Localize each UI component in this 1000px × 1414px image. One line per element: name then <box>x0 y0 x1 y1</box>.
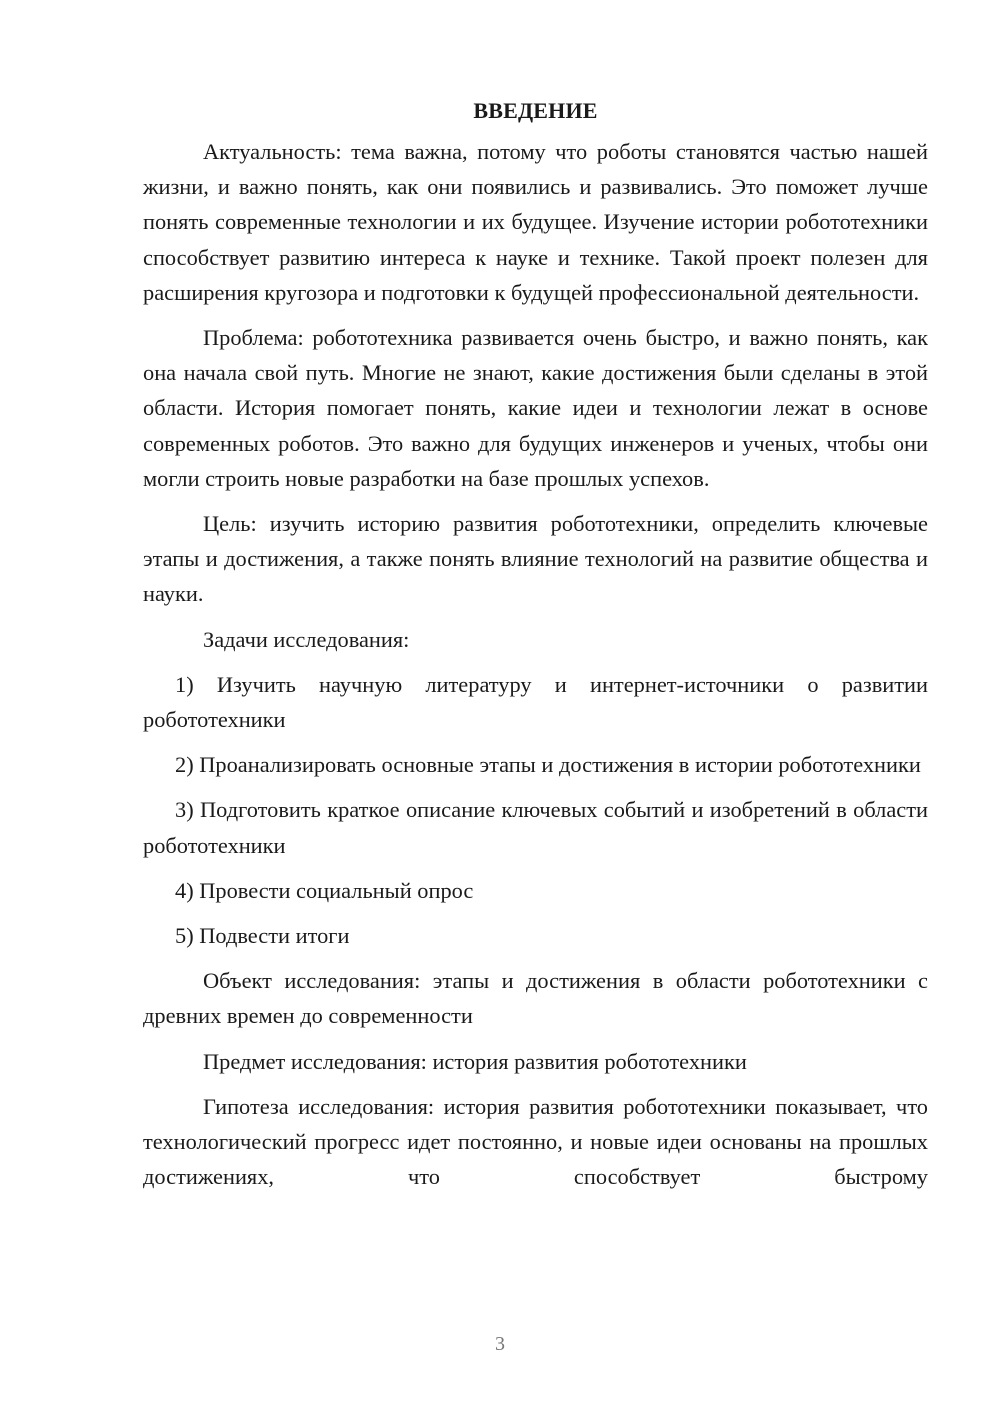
page-number: 3 <box>495 1333 505 1355</box>
section-title: ВВЕДЕНИЕ <box>473 98 598 123</box>
document-page <box>143 94 928 1194</box>
task-item-2: 2) Проанализировать основные этапы и достижения в истории робототехники <box>175 752 921 778</box>
hypothesis-paragraph: Гипотеза исследования: история развития робототехники показывает, что технологический прогресс идет постоянно, и новые идеи основаны на прошлых достижениях, что способствует быстрому <box>143 1093 928 1190</box>
task-item-1: 1) Изучить научную литературу и интернет-источники о развитии робототехники <box>143 671 928 733</box>
task-item-5: 5) Подвести итоги <box>175 923 350 949</box>
task-item-4: 4) Провести социальный опрос <box>175 877 474 903</box>
object-paragraph: Объект исследования: этапы и достижения в области робототехники с древних времен до современности <box>143 968 928 1029</box>
tasks-heading: Задачи исследования: <box>203 626 410 652</box>
task-item-3: 3) Подготовить краткое описание ключевых событий и изобретений в области робототехники <box>143 797 928 858</box>
goal-paragraph: Цель: изучить историю развития робототехники, определить ключевые этапы и достижения, а также понять влияние технологий на развитие общества и науки. <box>143 511 928 607</box>
relevance-paragraph: Актуальность: тема важна, потому что роботы становятся частью нашей жизни, и важно понять, как они появились и развивались. Это поможет лучше понять современные технологии и их будущее. Изучение истории робототехники способствует развитию интереса к науке и технике. Такой проект полезен для расширения кругозора и подготовки к будущей профессиональной деятельности. <box>143 139 928 305</box>
subject-paragraph: Предмет исследования: история развития робототехники <box>203 1048 747 1074</box>
problem-paragraph: Проблема: робототехника развивается очень быстро, и важно понять, как она начала свой путь. Многие не знают, какие достижения были сделаны в этой области. История помогает понять, какие идеи и технологии лежат в основе современных роботов. Это важно для будущих инженеров и ученых, чтобы они могли строить новые разработки на базе прошлых успехов. <box>143 325 928 491</box>
